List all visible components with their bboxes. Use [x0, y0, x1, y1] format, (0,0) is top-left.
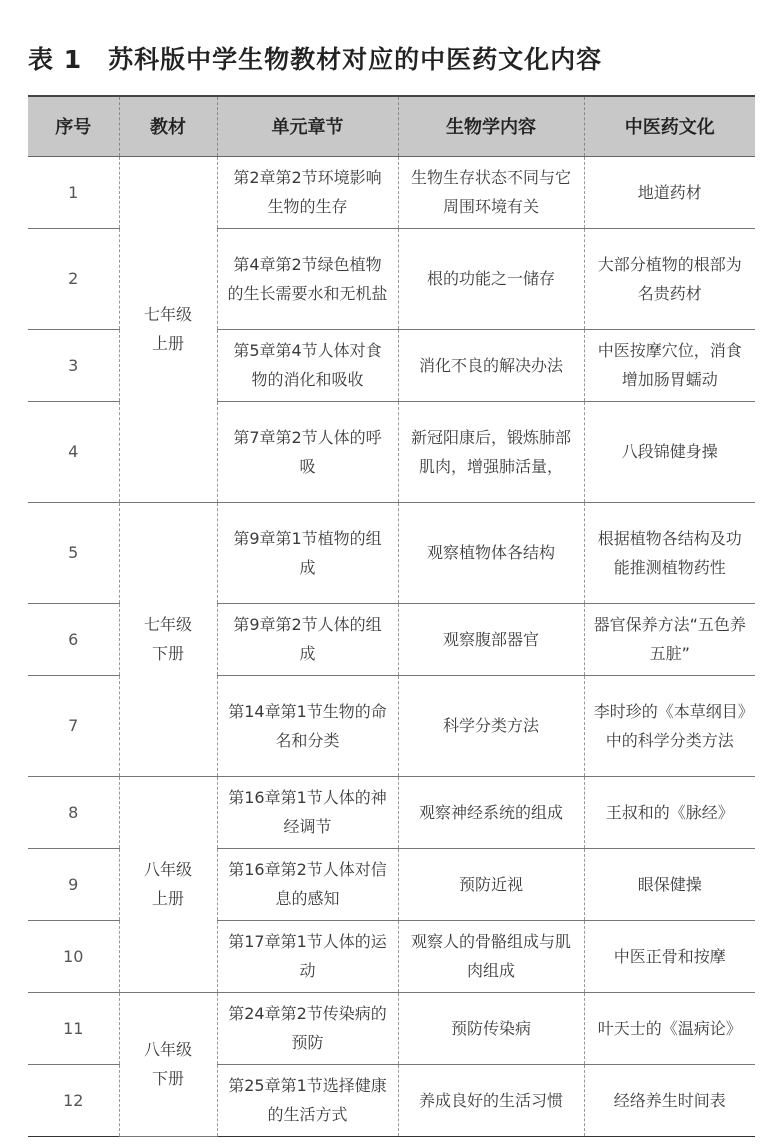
- textbook-grade: 七年级 上册: [119, 156, 217, 502]
- row-number: 10: [28, 920, 119, 992]
- tcm-culture: 王叔和的《脉经》: [584, 776, 755, 848]
- unit-chapter: 第5章第4节人体对食物的消化和吸收: [217, 329, 398, 401]
- header-tcm: 中医药文化: [584, 96, 755, 156]
- biology-content: 根的功能之一储存: [398, 228, 584, 329]
- biology-content: 观察神经系统的组成: [398, 776, 584, 848]
- table-header-row: [28, 96, 755, 156]
- unit-chapter: 第9章第1节植物的组成: [217, 502, 398, 603]
- row-number: 8: [28, 776, 119, 848]
- row-number: 1: [28, 156, 119, 228]
- table-row: [28, 502, 755, 603]
- biology-content: 科学分类方法: [398, 675, 584, 776]
- unit-chapter: 第2章第2节环境影响生物的生存: [217, 156, 398, 228]
- tcm-culture: 经络养生时间表: [584, 1064, 755, 1136]
- textbook-grade: 八年级 下册: [119, 992, 217, 1136]
- textbook-grade: 八年级 上册: [119, 776, 217, 992]
- table-caption: 苏科版中学生物教材对应的中医药文化内容: [108, 45, 603, 74]
- row-number: 12: [28, 1064, 119, 1136]
- unit-chapter: 第16章第2节人体对信息的感知: [217, 848, 398, 920]
- tcm-culture: 八段锦健身操: [584, 401, 755, 502]
- content-table: [28, 95, 755, 1137]
- header-biology: 生物学内容: [398, 96, 584, 156]
- table-row: [28, 776, 755, 848]
- textbook-grade: 七年级 下册: [119, 502, 217, 776]
- unit-chapter: 第24章第2节传染病的预防: [217, 992, 398, 1064]
- tcm-culture: 中医按摩穴位，消食增加肠胃蠕动: [584, 329, 755, 401]
- tcm-culture: 李时珍的《本草纲目》中的科学分类方法: [584, 675, 755, 776]
- biology-content: 生物生存状态不同与它周围环境有关: [398, 156, 584, 228]
- tcm-culture: 大部分植物的根部为名贵药材: [584, 228, 755, 329]
- biology-content: 观察腹部器官: [398, 603, 584, 675]
- table-row: [28, 156, 755, 228]
- unit-chapter: 第16章第1节人体的神经调节: [217, 776, 398, 848]
- biology-content: 观察人的骨骼组成与肌肉组成: [398, 920, 584, 992]
- unit-chapter: 第9章第2节人体的组成: [217, 603, 398, 675]
- row-number: 7: [28, 675, 119, 776]
- tcm-culture: 器官保养方法“五色养五脏”: [584, 603, 755, 675]
- biology-content: 预防传染病: [398, 992, 584, 1064]
- table-number: 表 1: [28, 45, 83, 74]
- biology-content: 养成良好的生活习惯: [398, 1064, 584, 1136]
- biology-content: 预防近视: [398, 848, 584, 920]
- row-number: 11: [28, 992, 119, 1064]
- table-row: [28, 992, 755, 1064]
- row-number: 9: [28, 848, 119, 920]
- tcm-culture: 中医正骨和按摩: [584, 920, 755, 992]
- unit-chapter: 第25章第1节选择健康的生活方式: [217, 1064, 398, 1136]
- tcm-culture: 眼保健操: [584, 848, 755, 920]
- tcm-culture: 根据植物各结构及功能推测植物药性: [584, 502, 755, 603]
- table-body: [28, 156, 755, 1136]
- table-title: [28, 40, 602, 76]
- unit-chapter: 第7章第2节人体的呼吸: [217, 401, 398, 502]
- biology-content: 新冠阳康后，锻炼肺部肌肉，增强肺活量，: [398, 401, 584, 502]
- unit-chapter: 第17章第1节人体的运动: [217, 920, 398, 992]
- unit-chapter: 第14章第1节生物的命名和分类: [217, 675, 398, 776]
- biology-content: 消化不良的解决办法: [398, 329, 584, 401]
- header-textbook: 教材: [119, 96, 217, 156]
- row-number: 6: [28, 603, 119, 675]
- header-no: 序号: [28, 96, 119, 156]
- unit-chapter: 第4章第2节绿色植物的生长需要水和无机盐: [217, 228, 398, 329]
- biology-content: 观察植物体各结构: [398, 502, 584, 603]
- row-number: 3: [28, 329, 119, 401]
- tcm-culture: 叶天士的《温病论》: [584, 992, 755, 1064]
- header-chapter: 单元章节: [217, 96, 398, 156]
- row-number: 4: [28, 401, 119, 502]
- row-number: 5: [28, 502, 119, 603]
- tcm-culture: 地道药材: [584, 156, 755, 228]
- row-number: 2: [28, 228, 119, 329]
